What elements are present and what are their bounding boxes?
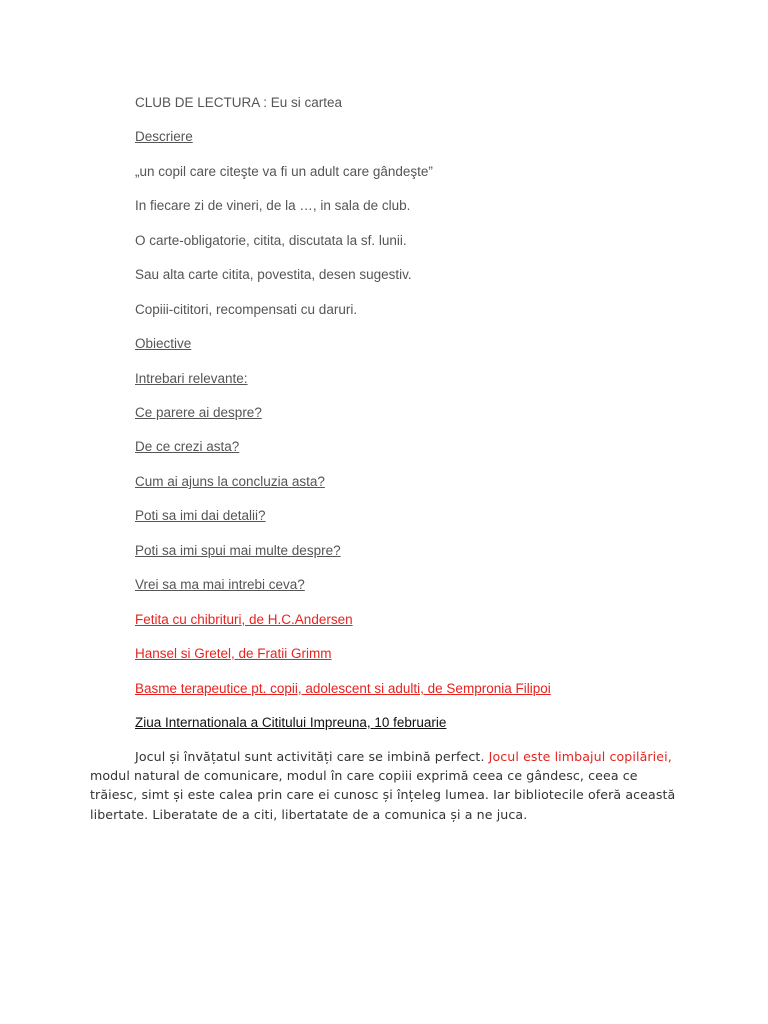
question-link[interactable]: Poti sa imi dai detalii? (135, 508, 266, 523)
schedule-line: In fiecare zi de vineri, de la …, in sala de club. (135, 198, 411, 213)
objectives-heading: Obiective (135, 336, 192, 351)
paragraph-text: Jocul și învățatul sunt activități care se imbină perfect. (135, 749, 489, 764)
other-book-line: Sau alta carte citita, povestita, desen sugestiv. (135, 267, 412, 282)
description-heading: Descriere (135, 129, 193, 144)
paragraph-highlight: Jocul este limbajul copilăriei, (488, 749, 672, 764)
document-title: CLUB DE LECTURA : Eu si cartea (135, 95, 343, 110)
question-link[interactable]: De ce crezi asta? (135, 439, 240, 454)
question-link[interactable]: Poti sa imi spui mai multe despre? (135, 543, 341, 558)
question-link[interactable]: Cum ai ajuns la concluzia asta? (135, 474, 325, 489)
question-link[interactable]: Ce parere ai despre? (135, 405, 262, 420)
book-link[interactable]: Basme terapeutice pt. copii, adolescent si adulti, de Sempronia Filipoi (135, 681, 551, 696)
book-link[interactable]: Hansel si Gretel, de Fratii Grimm (135, 646, 332, 661)
paragraph-text: modul natural de comunicare, modul în care copiii exprimă ceea ce gândesc, ceea ce trăiesc, simt și este calea prin care ei cunosc și înțeleg lumea. Iar bibliotecile oferă această libertate. Liberatate de a citi, libertatate de a comunica și a ne juca. (90, 768, 676, 822)
mandatory-book-line: O carte-obligatorie, citita, discutata la sf. lunii. (135, 233, 407, 248)
reward-line: Copiii-cititori, recompensati cu daruri. (135, 302, 358, 317)
book-link[interactable]: Fetita cu chibrituri, de H.C.Andersen (135, 612, 353, 627)
event-link[interactable]: Ziua Internationala a Cititului Impreuna, 10 februarie (135, 715, 447, 730)
questions-heading: Intrebari relevante: (135, 371, 248, 386)
question-link[interactable]: Vrei sa ma mai intrebi ceva? (135, 577, 305, 592)
body-paragraph (90, 747, 680, 824)
motto-line: „un copil care citeşte va fi un adult care gândeşte” (135, 164, 433, 179)
